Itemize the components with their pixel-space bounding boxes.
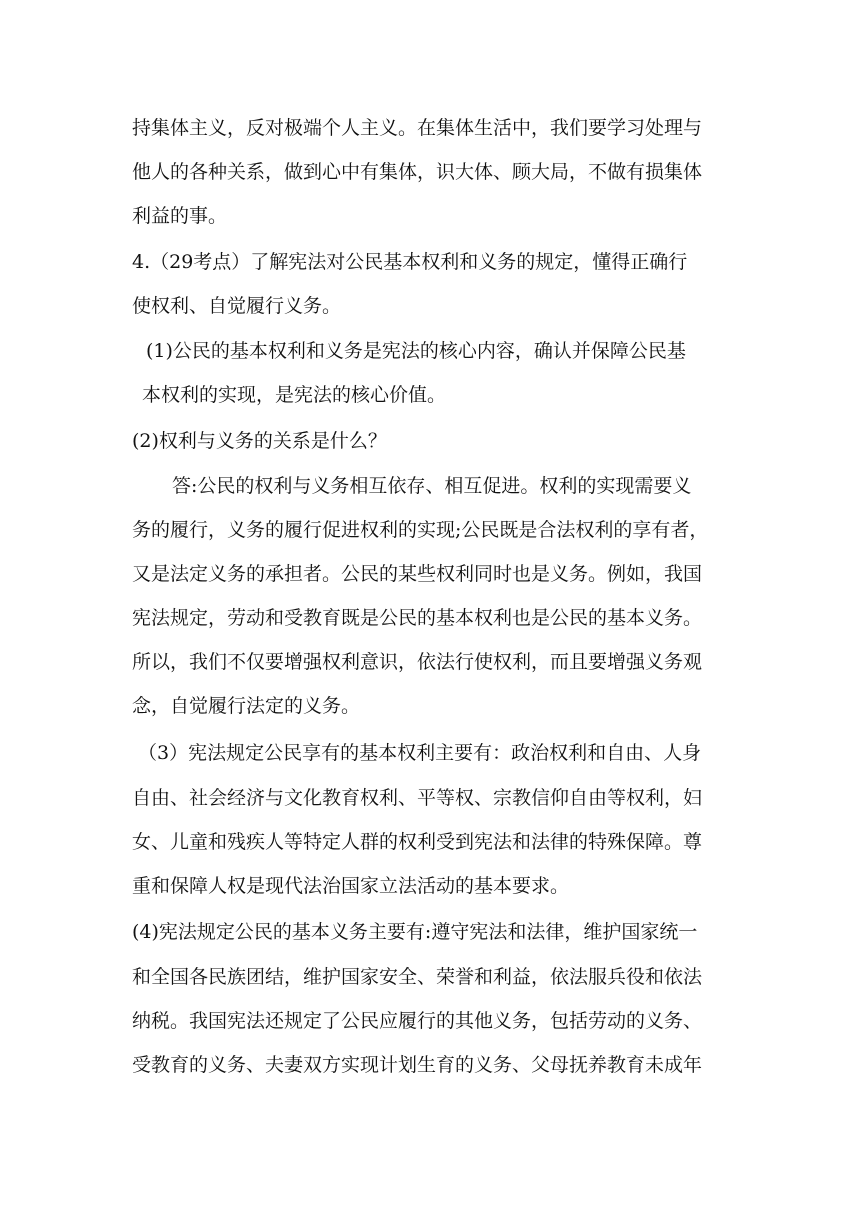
list-item: (4)宪法规定公民的基本义务主要有:遵守宪法和法律，维护国家统一 [132,921,698,943]
text-line: 利益的事。 [132,205,228,227]
text-line: 自由、社会经济与文化教育权利、平等权、宗教信仰自由等权利，妇 [132,787,703,809]
text-line: 持集体主义，反对极端个人主义。在集体生活中，我们要学习处理与 [132,117,703,139]
section-heading: 4.（29考点）了解宪法对公民基本权利和义务的规定，懂得正确行 [132,251,688,273]
text-line: 受教育的义务、夫妻双方实现计划生育的义务、父母抚养教育未成年 [132,1054,703,1076]
text-line: 念，自觉履行法定的义务。 [132,695,361,717]
text-line: 他人的各种关系，做到心中有集体，识大体、顾大局，不做有损集体 [132,161,703,183]
text-line: 宪法规定，劳动和受教育既是公民的基本权利也是公民的基本义务。 [132,607,703,629]
text-line: 重和保障人权是现代法治国家立法活动的基本要求。 [132,875,570,897]
text-line: 使权利、自觉履行义务。 [132,295,342,317]
text-line: 所以，我们不仅要增强权利意识，依法行使权利，而且要增强义务观 [132,651,703,673]
text-line: 纳税。我国宪法还规定了公民应履行的其他义务，包括劳动的义务、 [132,1010,703,1032]
text-line: 本权利的实现，是宪法的核心价值。 [142,384,447,406]
answer-line: 答:公民的权利与义务相互依存、相互促进。权利的实现需要义 [172,475,692,497]
list-item: (2)权利与义务的关系是什么？ [132,430,387,452]
text-line: 和全国各民族团结，维护国家安全、荣誉和利益，依法服兵役和依法 [132,966,703,988]
list-item: （3）宪法规定公民享有的基本权利主要有：政治权利和自由、人身 [138,742,702,764]
text-line: 女、儿童和残疾人等特定人群的权利受到宪法和法律的特殊保障。尊 [132,831,703,853]
text-line: 务的履行，义务的履行促进权利的实现;公民既是合法权利的享有者， [132,519,709,541]
list-item: (1)公民的基本权利和义务是宪法的核心内容，确认并保障公民基 [146,340,686,362]
text-line: 又是法定义务的承担者。公民的某些权利同时也是义务。例如，我国 [132,563,703,585]
